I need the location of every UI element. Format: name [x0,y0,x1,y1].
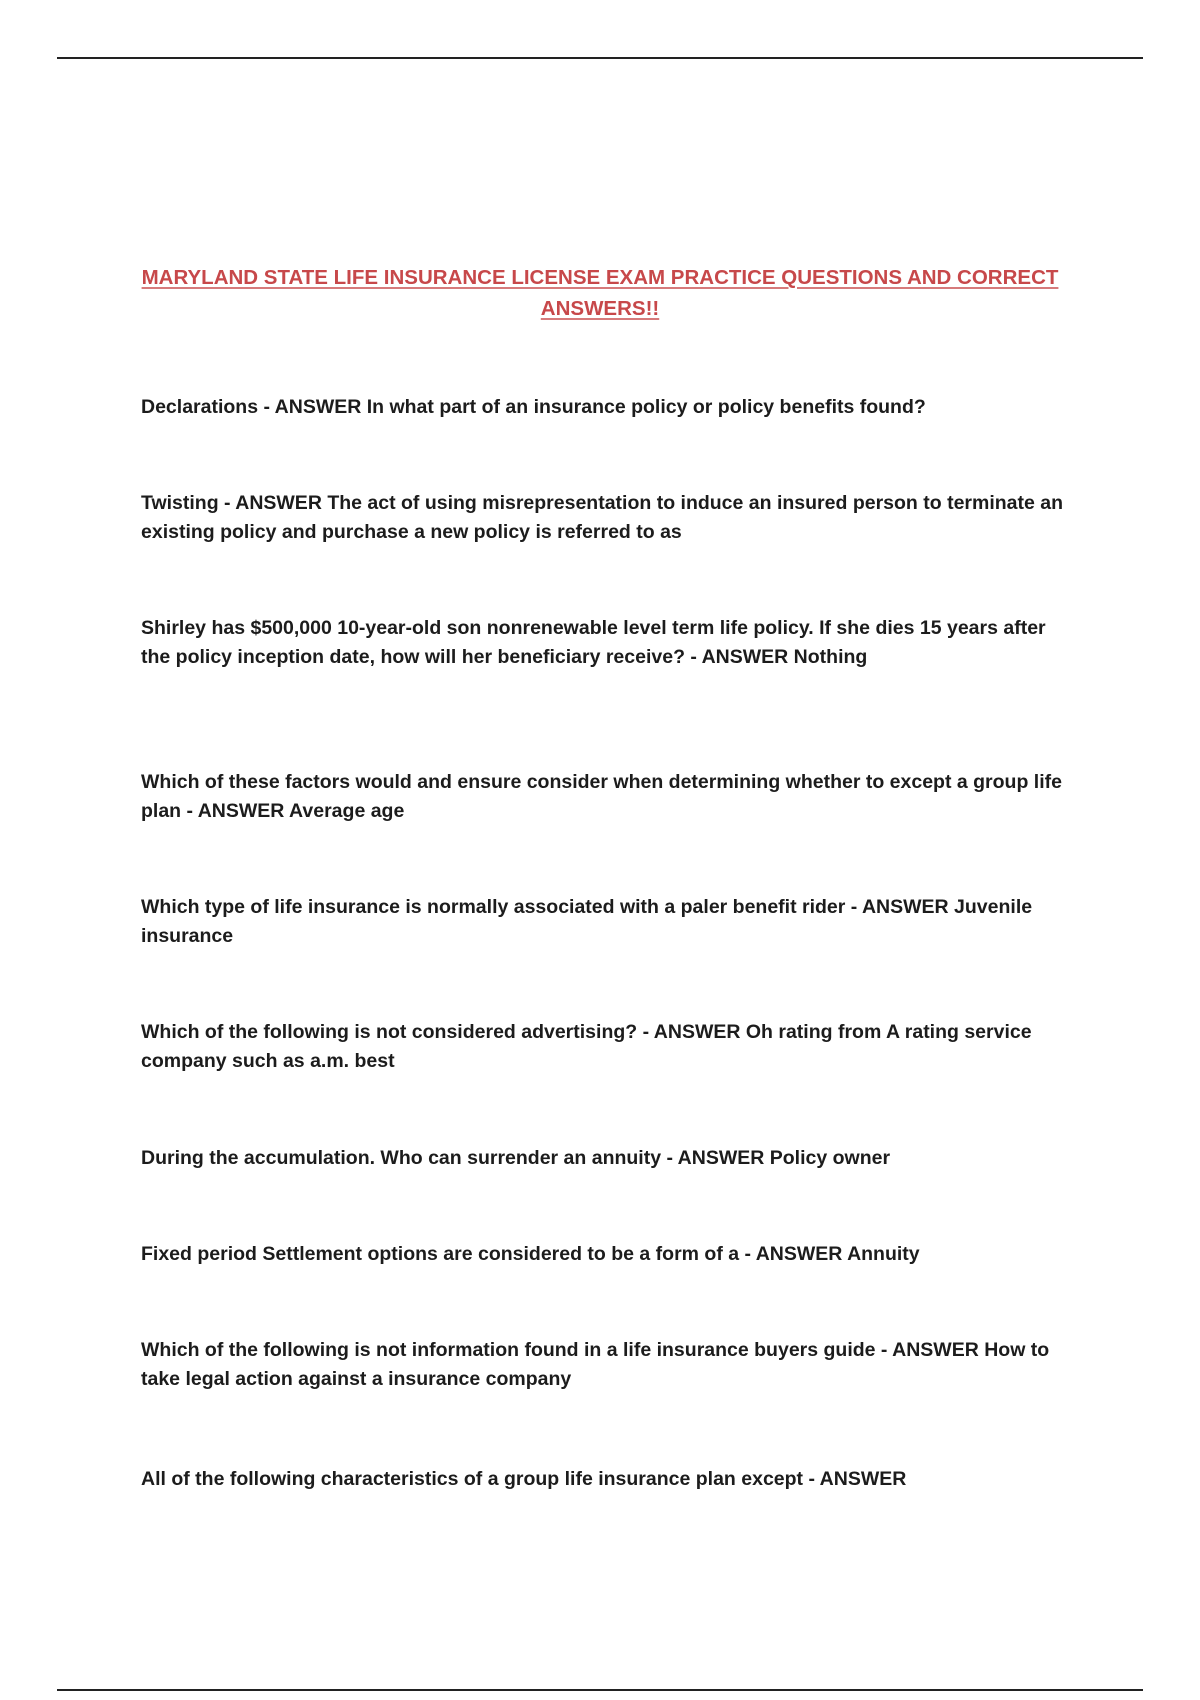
bottom-divider [57,1689,1143,1691]
qa-item: Fixed period Settlement options are considered to be a form of a - ANSWER Annuity [141,1243,920,1265]
qa-item: Declarations - ANSWER In what part of an insurance policy or policy benefits found? [141,396,926,418]
qa-item: Which type of life insurance is normally associated with a paler benefit rider - ANSWER Juvenile insurance [141,896,1033,947]
qa-item: Which of these factors would and ensure consider when determining whether to except a group life plan - ANSWER Average age [141,771,1062,822]
qa-item: During the accumulation. Who can surrender an annuity - ANSWER Policy owner [141,1147,891,1169]
top-divider [57,57,1143,59]
qa-item: Which of the following is not considered advertising? - ANSWER Oh rating from A rating service company such as a.m. best [141,1021,1032,1072]
qa-item: All of the following characteristics of a group life insurance plan except - ANSWER [141,1468,907,1490]
qa-item: Twisting - ANSWER The act of using misrepresentation to induce an insured person to terminate an existing policy and purchase a new policy is referred to as [141,492,1064,543]
document-title: MARYLAND STATE LIFE INSURANCE LICENSE EXAM PRACTICE QUESTIONS AND CORRECT ANSWERS!! [141,266,1059,320]
qa-item: Shirley has $500,000 10-year-old son nonrenewable level term life policy. If she dies 15 years after the policy inception date, how will her beneficiary receive? - ANSWER Nothing [141,617,1046,668]
qa-item: Which of the following is not information found in a life insurance buyers guide - ANSWER How to take legal action against a insurance company [141,1339,1050,1390]
